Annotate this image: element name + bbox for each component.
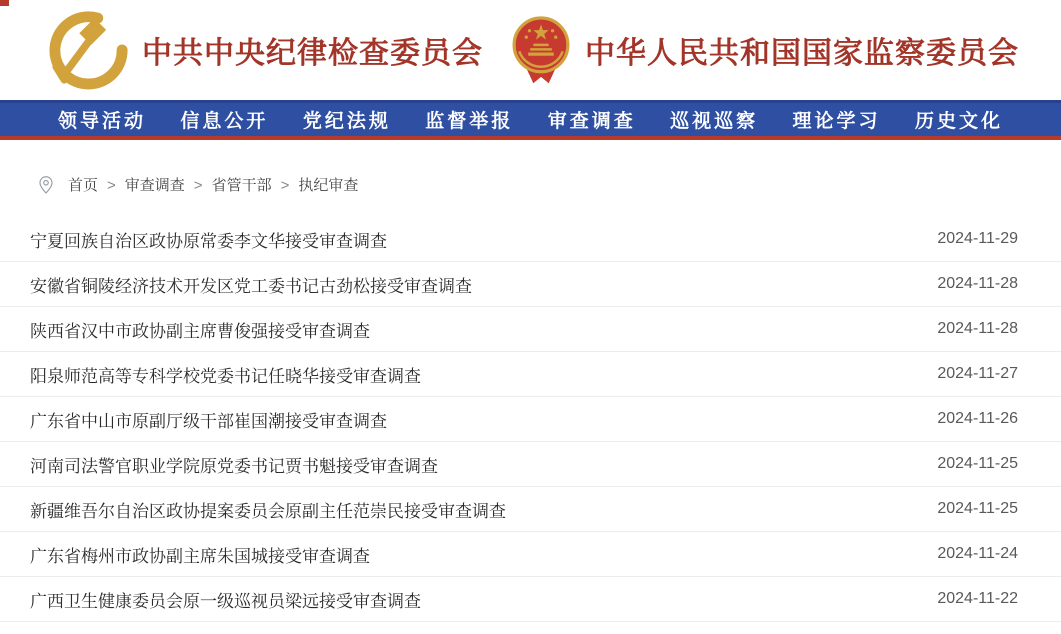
news-date: 2024-11-24 (937, 545, 1018, 562)
nav-item[interactable]: 领导活动 (58, 111, 147, 132)
breadcrumb-item[interactable]: 执纪审查 (298, 177, 359, 194)
national-emblem-icon (509, 6, 573, 94)
site-header (0, 0, 1061, 100)
main-nav (0, 100, 1061, 140)
news-title-link[interactable]: 安徽省铜陵经济技术开发区党工委书记古劲松接受审查调查 (30, 276, 472, 296)
breadcrumb-trail (68, 174, 358, 195)
breadcrumb-separator: > (193, 177, 203, 194)
news-date: 2024-11-25 (937, 500, 1018, 517)
news-row (0, 262, 1061, 307)
news-row (0, 397, 1061, 442)
breadcrumb-separator: > (107, 177, 116, 194)
nav-item[interactable]: 党纪法规 (302, 111, 391, 132)
party-emblem-icon (42, 8, 130, 92)
news-date: 2024-11-27 (937, 365, 1018, 382)
ccdi-title: 中共中央纪律检查委员会 (142, 37, 483, 70)
news-date: 2024-11-28 (937, 275, 1018, 292)
nsc-title: 中华人民共和国国家监察委员会 (585, 37, 1019, 70)
nav-item[interactable]: 巡视巡察 (670, 111, 759, 132)
news-date: 2024-11-26 (937, 410, 1018, 427)
news-title-link[interactable]: 宁夏回族自治区政协原常委李文华接受审查调查 (30, 231, 387, 251)
breadcrumb (0, 140, 1061, 211)
news-date: 2024-11-28 (937, 320, 1018, 337)
news-row (0, 307, 1061, 352)
location-pin-icon (36, 175, 56, 195)
news-title-link[interactable]: 广东省中山市原副厅级干部崔国潮接受审查调查 (30, 411, 387, 431)
nav-item[interactable]: 理论学习 (792, 111, 881, 132)
news-title-link[interactable]: 广东省梅州市政协副主席朱国城接受审查调查 (30, 546, 370, 566)
news-title-link[interactable]: 新疆维吾尔自治区政协提案委员会原副主任范崇民接受审查调查 (30, 501, 506, 521)
nav-item[interactable]: 信息公开 (180, 111, 269, 132)
breadcrumb-item[interactable]: 省管干部 (211, 177, 272, 194)
news-title-link[interactable]: 广西卫生健康委员会原一级巡视员梁远接受审查调查 (30, 591, 421, 611)
nav-item[interactable]: 审查调查 (547, 111, 636, 132)
nsc-home-link[interactable] (509, 6, 1019, 94)
ccdi-home-link[interactable] (42, 8, 483, 92)
news-title-link[interactable]: 河南司法警官职业学院原党委书记贾书魁接受审查调查 (30, 456, 438, 476)
breadcrumb-item[interactable]: 审查调查 (124, 177, 185, 194)
news-title-link[interactable]: 阳泉师范高等专科学校党委书记任晓华接受审查调查 (30, 366, 421, 386)
breadcrumb-separator: > (280, 177, 290, 194)
top-left-red-mark (0, 0, 9, 6)
breadcrumb-item[interactable]: 首页 (68, 177, 99, 194)
news-row (0, 442, 1061, 487)
news-row (0, 352, 1061, 397)
news-date: 2024-11-22 (937, 590, 1018, 607)
news-row (0, 577, 1061, 622)
news-date: 2024-11-29 (937, 230, 1018, 247)
news-date: 2024-11-25 (937, 455, 1018, 472)
news-row (0, 217, 1061, 262)
news-title-link[interactable]: 陕西省汉中市政协副主席曹俊强接受审查调查 (30, 321, 370, 341)
nav-item[interactable]: 历史文化 (914, 111, 1003, 132)
nav-item[interactable]: 监督举报 (425, 111, 514, 132)
news-row (0, 487, 1061, 532)
news-list (0, 217, 1061, 622)
news-row (0, 532, 1061, 577)
